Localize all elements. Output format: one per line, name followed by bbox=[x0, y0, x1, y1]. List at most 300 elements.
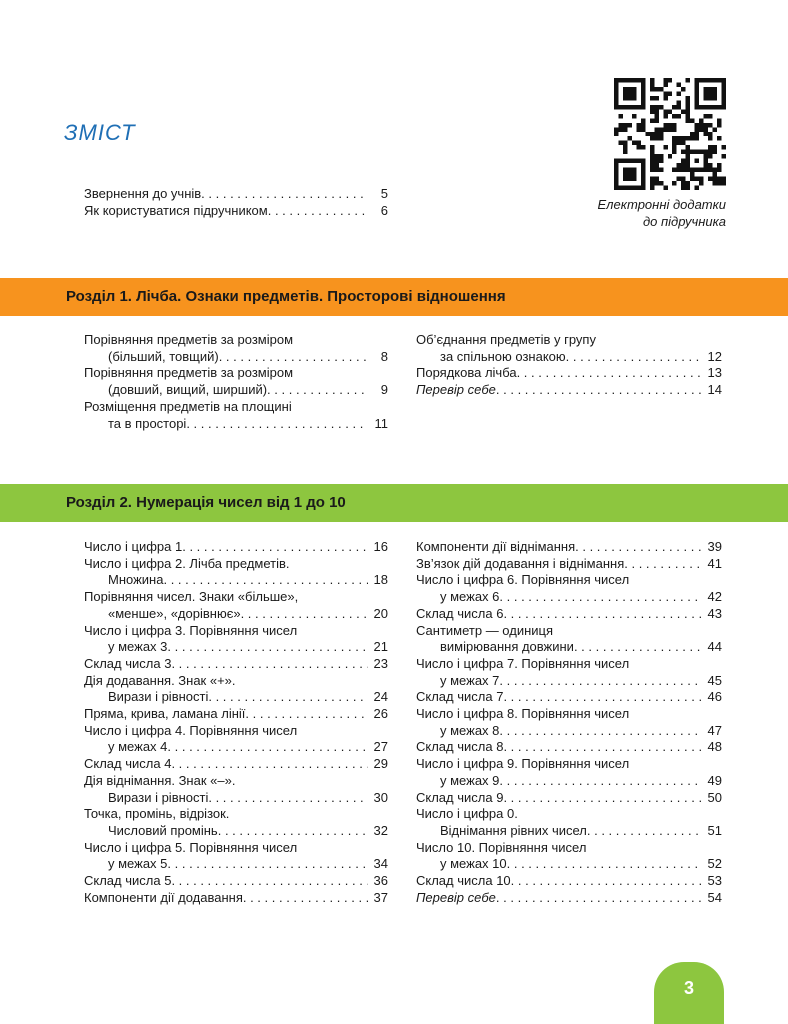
toc-leader-dots bbox=[587, 823, 702, 840]
section-2-toc-left bbox=[84, 539, 388, 906]
toc-entry-title: Компоненти дії додавання bbox=[84, 889, 243, 905]
qr-module bbox=[618, 141, 622, 145]
toc-page-number: 47 bbox=[707, 722, 722, 738]
toc-entry-title: Склад числа 9 bbox=[416, 789, 504, 805]
toc-entry bbox=[84, 773, 388, 806]
qr-module bbox=[650, 132, 654, 136]
qr-module bbox=[632, 141, 636, 145]
toc-leader-dots bbox=[182, 539, 368, 556]
qr-module bbox=[641, 123, 645, 127]
qr-module bbox=[627, 172, 631, 176]
toc-line bbox=[416, 365, 722, 382]
toc-line bbox=[416, 823, 722, 840]
toc-line bbox=[416, 349, 722, 366]
qr-module bbox=[641, 168, 645, 172]
toc-leader-dots bbox=[243, 890, 368, 907]
qr-module bbox=[686, 163, 690, 167]
qr-module bbox=[650, 105, 654, 109]
qr-module bbox=[672, 181, 676, 185]
toc-line bbox=[84, 706, 388, 723]
toc-leader-dots bbox=[499, 773, 702, 790]
toc-line bbox=[84, 856, 388, 873]
qr-module bbox=[641, 127, 645, 131]
qr-module bbox=[627, 96, 631, 100]
qr-module bbox=[650, 163, 654, 167]
toc-line bbox=[84, 656, 388, 673]
qr-module bbox=[695, 127, 699, 131]
qr-module bbox=[614, 82, 618, 86]
toc-line bbox=[84, 639, 388, 656]
qr-module bbox=[677, 91, 681, 95]
qr-module bbox=[686, 114, 690, 118]
qr-module bbox=[699, 127, 703, 131]
qr-module bbox=[681, 109, 685, 113]
toc-line bbox=[84, 606, 388, 623]
toc-entry-title: Число і цифра 0. bbox=[416, 806, 518, 822]
qr-module bbox=[623, 145, 627, 149]
qr-module bbox=[654, 136, 658, 140]
toc-page-number: 34 bbox=[373, 856, 388, 872]
qr-module bbox=[654, 96, 658, 100]
toc-line bbox=[416, 639, 722, 656]
toc-leader-dots bbox=[503, 790, 702, 807]
qr-module bbox=[614, 127, 618, 131]
toc-line bbox=[416, 706, 722, 723]
toc-line bbox=[84, 890, 388, 907]
qr-module bbox=[663, 91, 667, 95]
qr-module bbox=[681, 163, 685, 167]
qr-module bbox=[627, 177, 631, 181]
toc-entry bbox=[84, 399, 388, 432]
qr-module bbox=[641, 118, 645, 122]
toc-page-number: 51 bbox=[707, 822, 722, 838]
qr-module bbox=[618, 159, 622, 163]
qr-module bbox=[654, 118, 658, 122]
qr-module bbox=[708, 163, 712, 167]
toc-entry-title: Віднімання рівних чисел bbox=[440, 822, 587, 838]
toc-line bbox=[416, 840, 722, 857]
qr-module bbox=[663, 78, 667, 82]
qr-module bbox=[690, 150, 694, 154]
toc-line bbox=[84, 332, 388, 349]
toc-entry bbox=[416, 706, 722, 739]
toc-entry-title: Число і цифра 9. Порівняння чисел bbox=[416, 756, 630, 772]
toc-leader-dots bbox=[171, 873, 368, 890]
toc-entry bbox=[416, 572, 722, 605]
toc-entry-title: «менше», «дорівнює» bbox=[108, 605, 241, 621]
qr-module bbox=[699, 123, 703, 127]
qr-module bbox=[623, 96, 627, 100]
qr-module bbox=[650, 136, 654, 140]
toc-entry bbox=[416, 840, 722, 873]
toc-page-number: 45 bbox=[707, 672, 722, 688]
toc-entry bbox=[84, 539, 388, 556]
toc-line bbox=[84, 365, 388, 382]
toc-page-number: 53 bbox=[707, 873, 722, 889]
qr-module bbox=[636, 105, 640, 109]
qr-module bbox=[713, 105, 717, 109]
qr-module bbox=[641, 91, 645, 95]
toc-page-number: 50 bbox=[707, 789, 722, 805]
qr-module bbox=[654, 127, 658, 131]
toc-entry bbox=[84, 806, 388, 839]
qr-module bbox=[668, 127, 672, 131]
qr-module bbox=[614, 186, 618, 190]
toc-line bbox=[84, 756, 388, 773]
qr-module bbox=[650, 159, 654, 163]
toc-entry-title: Число і цифра 2. Лічба предметів. bbox=[84, 555, 290, 571]
qr-module bbox=[632, 186, 636, 190]
qr-module bbox=[623, 105, 627, 109]
qr-module bbox=[708, 78, 712, 82]
toc-entry bbox=[416, 873, 722, 890]
qr-module bbox=[668, 109, 672, 113]
qr-module bbox=[708, 168, 712, 172]
qr-module bbox=[641, 87, 645, 91]
qr-module bbox=[708, 123, 712, 127]
qr-module bbox=[623, 177, 627, 181]
qr-module bbox=[686, 78, 690, 82]
toc-entry bbox=[84, 673, 388, 706]
qr-module bbox=[614, 105, 618, 109]
toc-line bbox=[84, 382, 388, 399]
toc-line bbox=[84, 840, 388, 857]
qr-module bbox=[717, 168, 721, 172]
qr-module bbox=[690, 172, 694, 176]
toc-entry-title: Вирази і рівності bbox=[108, 789, 209, 805]
section-2-toc-right bbox=[416, 539, 722, 906]
toc-leader-dots bbox=[511, 873, 702, 890]
qr-module bbox=[641, 181, 645, 185]
section-1-toc-right bbox=[416, 332, 722, 399]
qr-module bbox=[623, 168, 627, 172]
qr-module bbox=[708, 132, 712, 136]
qr-module bbox=[695, 177, 699, 181]
qr-module bbox=[708, 105, 712, 109]
qr-module bbox=[686, 168, 690, 172]
qr-module bbox=[699, 177, 703, 181]
toc-line bbox=[84, 572, 388, 589]
qr-module bbox=[650, 186, 654, 190]
qr-module bbox=[704, 105, 708, 109]
toc-page-number: 14 bbox=[707, 382, 722, 398]
qr-module bbox=[632, 105, 636, 109]
qr-module bbox=[636, 141, 640, 145]
toc-page-number: 24 bbox=[373, 689, 388, 705]
qr-module bbox=[614, 96, 618, 100]
qr-module bbox=[614, 87, 618, 91]
toc-entry bbox=[416, 382, 722, 399]
qr-module bbox=[659, 105, 663, 109]
qr-module bbox=[681, 181, 685, 185]
toc-line bbox=[416, 773, 722, 790]
toc-entry-title: Дія додавання. Знак «+». bbox=[84, 672, 236, 688]
toc-entry-title: Число і цифра 3. Порівняння чисел bbox=[84, 622, 298, 638]
toc-leader-dots bbox=[167, 856, 368, 873]
qr-module bbox=[627, 123, 631, 127]
toc-page-number: 27 bbox=[373, 739, 388, 755]
qr-module bbox=[654, 163, 658, 167]
qr-module bbox=[699, 78, 703, 82]
qr-module bbox=[695, 132, 699, 136]
toc-entry-title: Склад числа 5 bbox=[84, 873, 172, 889]
qr-module bbox=[677, 105, 681, 109]
qr-module bbox=[650, 82, 654, 86]
toc-line bbox=[416, 332, 722, 349]
qr-module bbox=[704, 159, 708, 163]
toc-entry bbox=[84, 723, 388, 756]
toc-entry bbox=[84, 656, 388, 673]
qr-module bbox=[686, 159, 690, 163]
qr-module bbox=[614, 100, 618, 104]
qr-module bbox=[704, 114, 708, 118]
qr-module bbox=[722, 154, 726, 158]
qr-module bbox=[623, 127, 627, 131]
qr-module bbox=[618, 105, 622, 109]
toc-leader-dots bbox=[499, 723, 702, 740]
qr-module bbox=[641, 159, 645, 163]
toc-leader-dots bbox=[503, 606, 702, 623]
qr-module bbox=[627, 159, 631, 163]
qr-module bbox=[704, 127, 708, 131]
toc-entry-title: Перевір себе bbox=[416, 889, 496, 905]
qr-module bbox=[704, 78, 708, 82]
qr-module bbox=[690, 132, 694, 136]
toc-leader-dots bbox=[566, 349, 702, 366]
toc-leader-dots bbox=[503, 739, 702, 756]
toc-entry-title: (більший, товщий) bbox=[108, 348, 219, 364]
qr-module bbox=[717, 177, 721, 181]
qr-module bbox=[695, 96, 699, 100]
qr-module bbox=[713, 177, 717, 181]
toc-entry-title: Число 10. Порівняння чисел bbox=[416, 839, 587, 855]
qr-module bbox=[695, 91, 699, 95]
qr-module bbox=[690, 168, 694, 172]
toc-entry bbox=[416, 539, 722, 556]
qr-module bbox=[650, 96, 654, 100]
toc-page-number: 5 bbox=[380, 186, 388, 201]
qr-module bbox=[686, 154, 690, 158]
qr-module bbox=[654, 168, 658, 172]
qr-module bbox=[654, 87, 658, 91]
toc-leader-dots bbox=[574, 639, 702, 656]
qr-module bbox=[663, 127, 667, 131]
toc-page-number: 37 bbox=[373, 889, 388, 905]
toc-leader-dots bbox=[171, 656, 368, 673]
toc-line bbox=[416, 623, 722, 640]
qr-module bbox=[708, 154, 712, 158]
qr-module bbox=[704, 132, 708, 136]
qr-module bbox=[650, 150, 654, 154]
qr-module bbox=[659, 159, 663, 163]
qr-module bbox=[713, 145, 717, 149]
qr-module bbox=[681, 87, 685, 91]
qr-module bbox=[722, 91, 726, 95]
toc-page-number: 46 bbox=[707, 689, 722, 705]
qr-module bbox=[699, 105, 703, 109]
qr-module bbox=[722, 145, 726, 149]
qr-module bbox=[672, 123, 676, 127]
qr-module bbox=[614, 177, 618, 181]
qr-module bbox=[632, 91, 636, 95]
toc-entry-title: вимірювання довжини bbox=[440, 639, 574, 655]
qr-module bbox=[641, 96, 645, 100]
qr-module bbox=[614, 132, 618, 136]
qr-module bbox=[641, 172, 645, 176]
qr-module bbox=[663, 96, 667, 100]
qr-module bbox=[677, 114, 681, 118]
qr-module bbox=[654, 109, 658, 113]
qr-module bbox=[722, 96, 726, 100]
qr-module bbox=[690, 118, 694, 122]
qr-module bbox=[717, 78, 721, 82]
qr-module bbox=[699, 150, 703, 154]
qr-code bbox=[614, 78, 726, 190]
qr-module bbox=[650, 145, 654, 149]
toc-page-number: 13 bbox=[707, 365, 722, 381]
qr-module bbox=[632, 177, 636, 181]
toc-leader-dots bbox=[208, 689, 368, 706]
toc-line bbox=[416, 673, 722, 690]
qr-module bbox=[632, 172, 636, 176]
qr-module bbox=[641, 82, 645, 86]
toc-entry bbox=[416, 739, 722, 756]
qr-module bbox=[641, 105, 645, 109]
qr-module bbox=[717, 105, 721, 109]
toc-page-number: 48 bbox=[707, 739, 722, 755]
toc-line bbox=[84, 773, 388, 790]
toc-leader-dots bbox=[503, 689, 702, 706]
qr-module bbox=[627, 87, 631, 91]
toc-line bbox=[416, 606, 722, 623]
toc-entry bbox=[84, 873, 388, 890]
toc-leader-dots bbox=[245, 706, 368, 723]
toc-page-number: 21 bbox=[373, 639, 388, 655]
qr-module bbox=[614, 163, 618, 167]
qr-module bbox=[717, 181, 721, 185]
qr-module bbox=[686, 181, 690, 185]
qr-module bbox=[632, 78, 636, 82]
toc-entry-title: Склад числа 8 bbox=[416, 739, 504, 755]
toc-line bbox=[416, 739, 722, 756]
qr-module bbox=[722, 105, 726, 109]
qr-module bbox=[672, 105, 676, 109]
toc-entry-title: Склад числа 6 bbox=[416, 605, 504, 621]
toc-entry-title: Порівняння предметів за розміром bbox=[84, 365, 294, 381]
qr-module bbox=[713, 181, 717, 185]
qr-module bbox=[659, 127, 663, 131]
qr-module bbox=[614, 91, 618, 95]
toc-entry bbox=[84, 890, 388, 907]
qr-module bbox=[650, 109, 654, 113]
qr-module bbox=[663, 82, 667, 86]
qr-module bbox=[654, 105, 658, 109]
toc-page-number: 6 bbox=[380, 202, 388, 218]
qr-module bbox=[713, 150, 717, 154]
qr-module bbox=[636, 145, 640, 149]
qr-module bbox=[636, 127, 640, 131]
toc-line bbox=[84, 349, 388, 366]
toc-entry bbox=[84, 203, 388, 220]
toc-entry bbox=[416, 890, 722, 907]
toc-entry bbox=[416, 606, 722, 623]
qr-caption-line: Електронні додатки bbox=[597, 197, 726, 212]
toc-entry-title: Сантиметр — одиниця bbox=[416, 622, 554, 638]
qr-module bbox=[722, 87, 726, 91]
qr-module bbox=[713, 78, 717, 82]
section-1-toc-left bbox=[84, 332, 388, 432]
qr-module bbox=[641, 163, 645, 167]
toc-entry bbox=[84, 186, 388, 203]
toc-entry-title: у межах 10 bbox=[440, 856, 507, 872]
toc-line bbox=[84, 723, 388, 740]
page-title: ЗМІСТ bbox=[64, 120, 136, 145]
qr-module bbox=[650, 177, 654, 181]
qr-module bbox=[722, 181, 726, 185]
qr-module bbox=[686, 150, 690, 154]
toc-entry-title: Перевір себе bbox=[416, 382, 496, 398]
qr-module bbox=[654, 181, 658, 185]
qr-module bbox=[695, 186, 699, 190]
qr-module bbox=[686, 109, 690, 113]
qr-module bbox=[663, 123, 667, 127]
toc-line bbox=[416, 539, 722, 556]
qr-module bbox=[614, 168, 618, 172]
qr-module bbox=[677, 136, 681, 140]
toc-entry-title: у межах 3 bbox=[108, 639, 168, 655]
toc-entry bbox=[416, 756, 722, 789]
qr-module bbox=[659, 87, 663, 91]
qr-module bbox=[627, 136, 631, 140]
qr-module bbox=[681, 177, 685, 181]
qr-module bbox=[704, 91, 708, 95]
qr-module bbox=[654, 132, 658, 136]
qr-module bbox=[704, 150, 708, 154]
qr-module bbox=[632, 159, 636, 163]
qr-module bbox=[650, 118, 654, 122]
toc-line bbox=[416, 382, 722, 399]
qr-module bbox=[695, 78, 699, 82]
toc-entry bbox=[84, 706, 388, 723]
qr-module bbox=[614, 172, 618, 176]
toc-line bbox=[84, 739, 388, 756]
section-heading-text: Розділ 1. Лічба. Ознаки предметів. Просторові відношення bbox=[66, 288, 506, 305]
toc-leader-dots bbox=[517, 365, 702, 382]
toc-page-number: 12 bbox=[707, 348, 722, 364]
qr-module bbox=[695, 168, 699, 172]
qr-module bbox=[704, 154, 708, 158]
toc-entry bbox=[416, 332, 722, 365]
toc-line bbox=[84, 186, 388, 203]
toc-entry-title: Числовий промінь bbox=[108, 822, 218, 838]
qr-module bbox=[632, 87, 636, 91]
toc-line bbox=[416, 856, 722, 873]
toc-entry-title: Порівняння чисел. Знаки «більше», bbox=[84, 589, 299, 605]
toc-entry-title: Число і цифра 7. Порівняння чисел bbox=[416, 655, 630, 671]
toc-leader-dots bbox=[624, 556, 702, 573]
toc-page-number: 8 bbox=[380, 348, 388, 364]
toc-entry-title: Склад числа 7 bbox=[416, 689, 504, 705]
qr-module bbox=[627, 105, 631, 109]
qr-module bbox=[668, 123, 672, 127]
qr-module bbox=[686, 136, 690, 140]
toc-page-number: 9 bbox=[380, 382, 388, 398]
qr-module bbox=[623, 186, 627, 190]
qr-module bbox=[654, 159, 658, 163]
toc-entry-title: у межах 5 bbox=[108, 856, 168, 872]
qr-module bbox=[636, 159, 640, 163]
qr-module bbox=[717, 163, 721, 167]
